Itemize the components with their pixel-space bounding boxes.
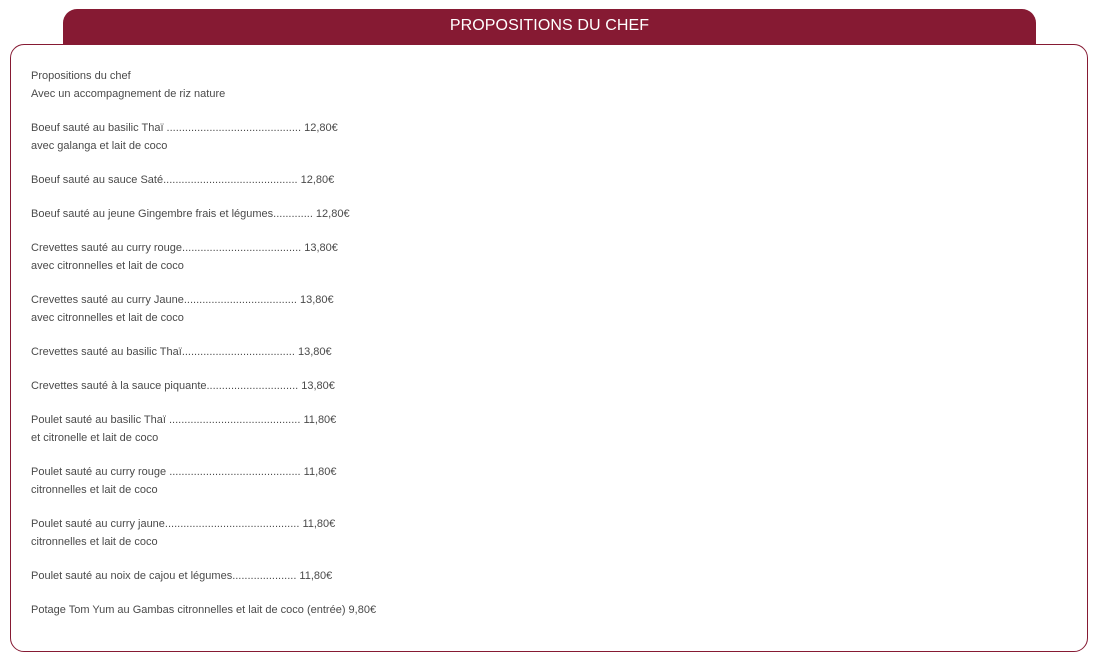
menu-item xyxy=(31,205,376,223)
menu-item xyxy=(31,291,376,327)
menu-item-line: Poulet sauté au curry jaune............................................ 11,80€ xyxy=(31,518,336,530)
menu-item-description: avec galanga et lait de coco xyxy=(31,140,168,152)
menu-item xyxy=(31,171,376,189)
menu-item-line: Crevettes sauté au basilic Thaï..................................... 13,80€ xyxy=(31,346,332,358)
menu-intro xyxy=(31,67,376,103)
menu-item-description: citronnelles et lait de coco xyxy=(31,484,158,496)
menu-item-line: Crevettes sauté au curry Jaune..................................... 13,80€ xyxy=(31,294,334,306)
menu-item-line: Crevettes sauté au curry rouge....................................... 13,80€ xyxy=(31,242,338,254)
menu-item-line: Crevettes sauté à la sauce piquante.............................. 13,80€ xyxy=(31,380,335,392)
menu-item xyxy=(31,411,376,447)
menu-item xyxy=(31,377,376,395)
menu-item-description: citronnelles et lait de coco xyxy=(31,536,158,548)
menu-item xyxy=(31,463,376,499)
menu-item-description: et citronelle et lait de coco xyxy=(31,432,159,444)
menu-item xyxy=(31,343,376,361)
menu-item-description: avec citronnelles et lait de coco xyxy=(31,260,184,272)
menu-content xyxy=(31,67,376,635)
menu-item-line: Boeuf sauté au jeune Gingembre frais et légumes............. 12,80€ xyxy=(31,208,350,220)
menu-item xyxy=(31,239,376,275)
menu-item-line: Boeuf sauté au basilic Thaï ............................................ 12,80€ xyxy=(31,122,338,134)
menu-card xyxy=(10,44,1088,652)
menu-item-line: Potage Tom Yum au Gambas citronnelles et lait de coco (entrée) 9,80€ xyxy=(31,604,377,616)
section-title: PROPOSITIONS DU CHEF xyxy=(449,17,650,34)
section-title-tab xyxy=(63,9,1036,45)
menu-item-line: Poulet sauté au curry rouge ........................................... 11,80€ xyxy=(31,466,337,478)
menu-item-line: Boeuf sauté au sauce Saté............................................ 12,80€ xyxy=(31,174,335,186)
menu-item xyxy=(31,601,376,619)
intro-subtitle: Avec un accompagnement de riz nature xyxy=(31,88,226,100)
intro-title: Propositions du chef xyxy=(31,70,131,82)
menu-item-description: avec citronnelles et lait de coco xyxy=(31,312,184,324)
menu-item-line: Poulet sauté au basilic Thaï ........................................... 11,80€ xyxy=(31,414,337,426)
menu-item-line: Poulet sauté au noix de cajou et légumes..................... 11,80€ xyxy=(31,570,333,582)
menu-item xyxy=(31,515,376,551)
menu-item xyxy=(31,119,376,155)
menu-item xyxy=(31,567,376,585)
